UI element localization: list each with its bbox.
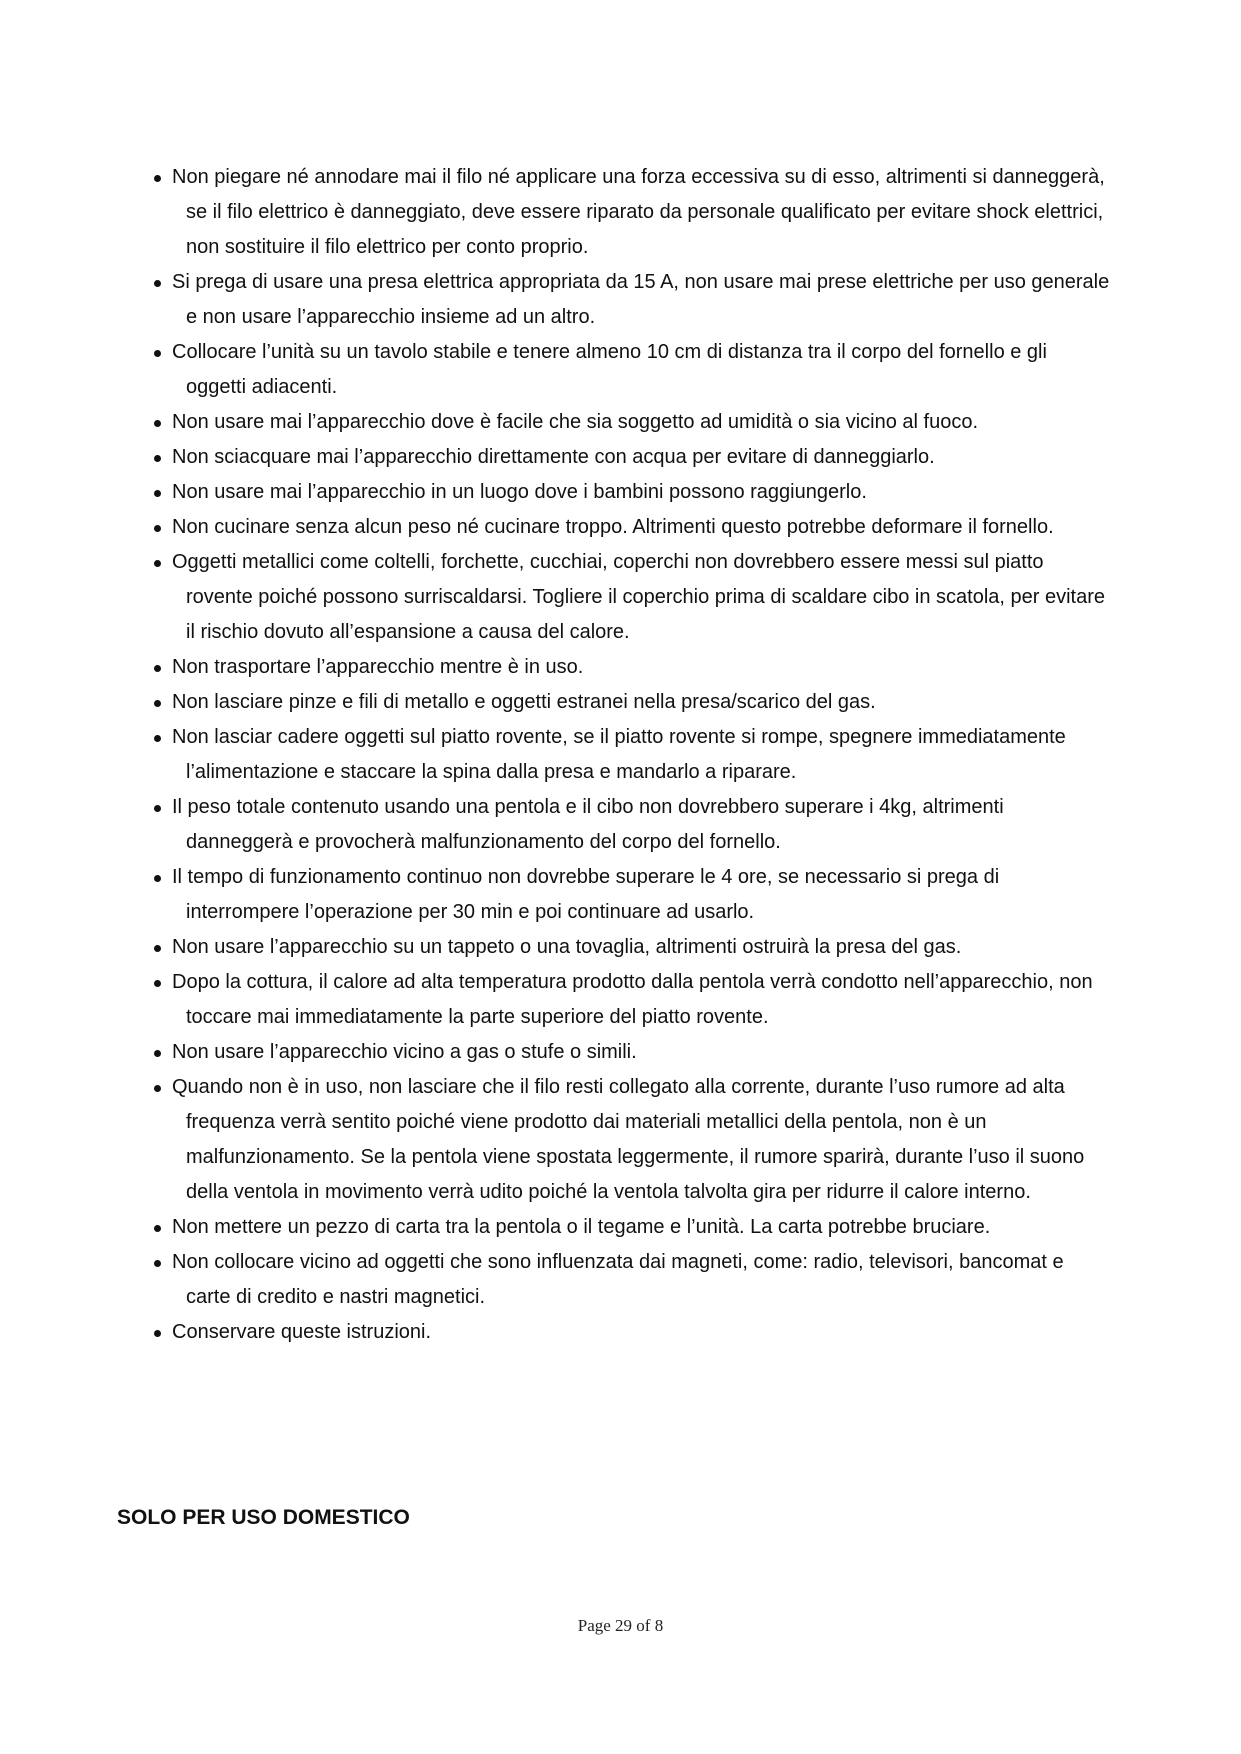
list-item — [150, 1315, 1110, 1350]
list-item-text: Si prega di usare una presa elettrica appropriata da 15 A, non usare mai prese elettriche per uso generale e non usare l’apparecchio insieme ad un altro. — [172, 271, 1110, 328]
list-item-text: Non usare mai l’apparecchio dove è facile che sia soggetto ad umidità o sia vicino al fuoco. — [172, 411, 979, 433]
list-item — [150, 965, 1110, 1035]
list-item-text: Non sciacquare mai l’apparecchio direttamente con acqua per evitare di danneggiarlo. — [172, 446, 935, 468]
bullet-icon — [154, 1085, 161, 1092]
bullet-icon — [154, 700, 161, 707]
list-item-text: Oggetti metallici come coltelli, forchette, cucchiai, coperchi non dovrebbero essere messi sul piatto rovente poiché possono surriscaldarsi. Togliere il coperchio prima di scaldare cibo in scatola, per evitare il rischio dovuto all’espansione a causa del calore. — [172, 551, 1105, 643]
bullet-icon — [154, 980, 161, 987]
bullet-icon — [154, 175, 161, 182]
list-item-text: Conservare queste istruzioni. — [172, 1321, 432, 1343]
bullet-icon — [154, 1050, 161, 1057]
list-item-text: Non collocare vicino ad oggetti che sono influenzata dai magneti, come: radio, televisori, bancomat e carte di credito e nastri magnetici. — [172, 1251, 1064, 1308]
list-item — [150, 160, 1110, 265]
bullet-icon — [154, 350, 161, 357]
list-item — [150, 1035, 1110, 1070]
list-item — [150, 650, 1110, 685]
bullet-icon — [154, 525, 161, 532]
list-item — [150, 440, 1110, 475]
list-item-text: Non mettere un pezzo di carta tra la pentola o il tegame e l’unità. La carta potrebbe bruciare. — [172, 1216, 991, 1238]
list-item-text: Dopo la cottura, il calore ad alta temperatura prodotto dalla pentola verrà condotto nell’apparecchio, non toccare mai immediatamente la parte superiore del piatto rovente. — [172, 971, 1093, 1028]
list-item-text: Collocare l’unità su un tavolo stabile e tenere almeno 10 cm di distanza tra il corpo del fornello e gli oggetti adiacenti. — [172, 341, 1047, 398]
list-item — [150, 265, 1110, 335]
page-number: Page 29 of 8 — [577, 1616, 664, 1635]
list-item-text: Il peso totale contenuto usando una pentola e il cibo non dovrebbero superare i 4kg, altrimenti danneggerà e provocherà malfunzionamento del corpo del fornello. — [172, 796, 1004, 853]
bullet-icon — [154, 805, 161, 812]
list-item — [150, 335, 1110, 405]
list-item — [150, 930, 1110, 965]
bullet-icon — [154, 420, 161, 427]
list-item — [150, 475, 1110, 510]
list-item-text: Non usare l’apparecchio vicino a gas o stufe o simili. — [172, 1041, 637, 1063]
bullet-icon — [154, 875, 161, 882]
bullet-icon — [154, 735, 161, 742]
list-item — [150, 1070, 1110, 1210]
list-item — [150, 510, 1110, 545]
bullet-icon — [154, 1260, 161, 1267]
list-item-text: Non usare l’apparecchio su un tappeto o una tovaglia, altrimenti ostruirà la presa del gas. — [172, 936, 962, 958]
list-item — [150, 685, 1110, 720]
bullet-icon — [154, 1330, 161, 1337]
list-item — [150, 860, 1110, 930]
bullet-icon — [154, 455, 161, 462]
list-item — [150, 545, 1110, 650]
list-item-text: Il tempo di funzionamento continuo non dovrebbe superare le 4 ore, se necessario si prega di interrompere l’operazione per 30 min e poi continuare ad usarlo. — [172, 866, 1000, 923]
list-item — [150, 405, 1110, 440]
list-item — [150, 1210, 1110, 1245]
bullet-icon — [154, 665, 161, 672]
list-item — [150, 1245, 1110, 1315]
list-item-text: Quando non è in uso, non lasciare che il filo resti collegato alla corrente, durante l’uso rumore ad alta frequenza verrà sentito poiché viene prodotto dai materiali metallici della pentola, non è un malfunzionamento. Se la pentola viene spostata leggermente, il rumore sparirà, durante l’uso il suono della ventola in movimento verrà udito poiché la ventola talvolta gira per ridurre il calore interno. — [172, 1076, 1085, 1203]
list-item — [150, 790, 1110, 860]
section-heading: SOLO PER USO DOMESTICO — [117, 1506, 410, 1529]
list-item-text: Non lasciar cadere oggetti sul piatto rovente, se il piatto rovente si rompe, spegnere immediatamente l’alimentazione e staccare la spina dalla presa e mandarlo a riparare. — [172, 726, 1066, 783]
list-item-text: Non usare mai l’apparecchio in un luogo dove i bambini possono raggiungerlo. — [172, 481, 867, 503]
list-item — [150, 720, 1110, 790]
safety-instructions-list — [150, 160, 1110, 1350]
bullet-icon — [154, 560, 161, 567]
list-item-text: Non piegare né annodare mai il filo né applicare una forza eccessiva su di esso, altrimenti si danneggerà, se il filo elettrico è danneggiato, deve essere riparato da personale qualificato per evitare shock elettrici, non sostituire il filo elettrico per conto proprio. — [172, 166, 1105, 258]
list-item-text: Non lasciare pinze e fili di metallo e oggetti estranei nella presa/scarico del gas. — [172, 691, 876, 713]
bullet-icon — [154, 280, 161, 287]
list-item-text: Non cucinare senza alcun peso né cucinare troppo. Altrimenti questo potrebbe deformare il fornello. — [172, 516, 1054, 538]
bullet-icon — [154, 945, 161, 952]
bullet-icon — [154, 1225, 161, 1232]
list-item-text: Non trasportare l’apparecchio mentre è in uso. — [172, 656, 584, 678]
bullet-icon — [154, 490, 161, 497]
